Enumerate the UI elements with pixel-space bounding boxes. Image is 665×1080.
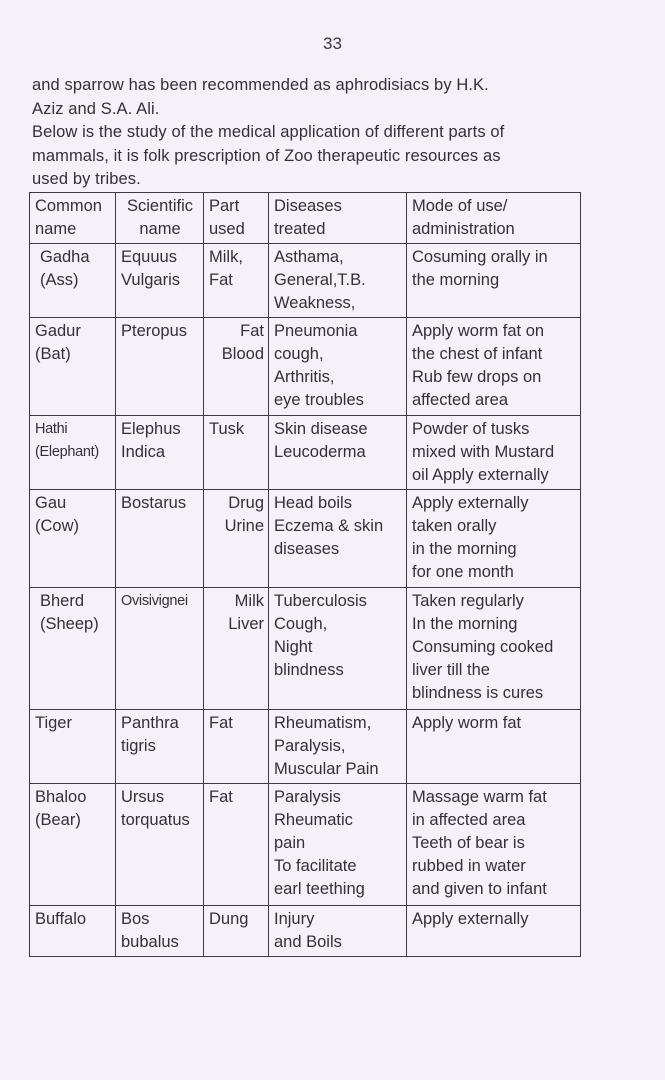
cell-line: cough, [274, 345, 324, 363]
cell-common [30, 710, 116, 784]
cell-line: the morning [412, 271, 500, 289]
cell-line: affected area [412, 391, 509, 409]
cell-line: treated [274, 220, 326, 238]
cell-line: Panthra [121, 714, 179, 732]
cell-line: liver till the [412, 661, 490, 679]
cell-line: Taken regularly [412, 592, 524, 610]
cell-line: Fat [240, 322, 264, 340]
table-row [30, 318, 581, 416]
cell-line: Bhaloo [35, 788, 87, 806]
cell-line: mixed with Mustard [412, 443, 555, 461]
cell-line: Massage warm fat [412, 788, 547, 806]
intro-line: Below is the study of the medical application of different parts of [32, 123, 505, 141]
header-diseases-treated [269, 193, 407, 244]
cell-line: In the morning [412, 615, 518, 633]
table-row [30, 244, 581, 318]
cell-line: Mode of use/ [412, 197, 508, 215]
cell-line: rubbed in water [412, 857, 526, 875]
cell-line: Diseases [274, 197, 342, 215]
cell-line: Bherd [40, 592, 85, 610]
cell-scientific [116, 244, 204, 318]
cell-line: Pneumonia [274, 322, 358, 340]
cell-line: and Boils [274, 933, 342, 951]
cell-line: Urine [224, 517, 264, 535]
cell-line: (Ass) [40, 271, 79, 289]
cell-diseases [269, 784, 407, 906]
cell-line: Teeth of bear is [412, 834, 525, 852]
cell-line: General,T.B. [274, 271, 366, 289]
cell-mode [407, 710, 581, 784]
cell-line: Pteropus [121, 322, 188, 340]
cell-line: Gadha [40, 248, 90, 266]
cell-part [204, 710, 269, 784]
cell-line: (Elephant) [35, 444, 99, 460]
cell-line: administration [412, 220, 515, 238]
cell-line: name [139, 220, 181, 238]
cell-line: Fat [209, 271, 233, 289]
cell-diseases [269, 490, 407, 588]
cell-scientific [116, 416, 204, 490]
cell-mode [407, 244, 581, 318]
cell-line: Apply worm fat [412, 714, 522, 732]
cell-part [204, 906, 269, 957]
cell-line: blindness [274, 661, 344, 679]
cell-line: in the morning [412, 540, 517, 558]
cell-common [30, 490, 116, 588]
cell-line: Tusk [209, 420, 245, 438]
zoo-therapeutic-table [29, 192, 581, 957]
cell-diseases [269, 318, 407, 416]
cell-line: Blood [221, 345, 264, 363]
cell-line: Injury [274, 910, 315, 928]
cell-scientific [116, 906, 204, 957]
cell-line: Ovisivignei [121, 593, 188, 609]
intro-line: and sparrow has been recommended as aphrodisiacs by H.K. [32, 76, 489, 94]
cell-line: Asthama, [274, 248, 344, 266]
cell-common [30, 784, 116, 906]
cell-diseases [269, 244, 407, 318]
cell-line: Tuberculosis [274, 592, 367, 610]
cell-line: diseases [274, 540, 340, 558]
cell-line: Liver [228, 615, 264, 633]
cell-part [204, 416, 269, 490]
cell-mode [407, 906, 581, 957]
cell-line: Part [209, 197, 240, 215]
cell-scientific [116, 784, 204, 906]
cell-line: taken orally [412, 517, 497, 535]
cell-line: Eczema & skin [274, 517, 384, 535]
cell-line: To facilitate [274, 857, 357, 875]
cell-part [204, 490, 269, 588]
cell-line: Dung [209, 910, 249, 928]
intro-paragraph [32, 74, 592, 121]
cell-line: bubalus [121, 933, 179, 951]
cell-line: Common [35, 197, 102, 215]
cell-diseases [269, 710, 407, 784]
cell-line: Paralysis [274, 788, 341, 806]
cell-line: Leucoderma [274, 443, 366, 461]
cell-line: Weakness, [274, 294, 356, 312]
cell-line: Arthritis, [274, 368, 335, 386]
cell-line: (Cow) [35, 517, 79, 535]
cell-line: Tiger [35, 714, 72, 732]
table-row [30, 784, 581, 906]
header-part-used [204, 193, 269, 244]
cell-common [30, 244, 116, 318]
cell-line: Fat [209, 788, 233, 806]
cell-common [30, 588, 116, 710]
table-row [30, 710, 581, 784]
cell-diseases [269, 588, 407, 710]
intro-paragraph [32, 121, 592, 192]
cell-line: Powder of tusks [412, 420, 530, 438]
cell-line: for one month [412, 563, 514, 581]
cell-part [204, 318, 269, 416]
cell-line: Buffalo [35, 910, 87, 928]
page-number: 33 [323, 34, 342, 53]
cell-part [204, 588, 269, 710]
intro-line: Aziz and S.A. Ali. [32, 99, 160, 118]
cell-line: Paralysis, [274, 737, 346, 755]
cell-line: (Bear) [35, 811, 81, 829]
cell-common [30, 416, 116, 490]
cell-line: Cough, [274, 615, 328, 633]
table-row [30, 416, 581, 490]
cell-line: Hathi [35, 421, 68, 437]
cell-line: Equuus [121, 248, 177, 266]
cell-line: Gadur [35, 322, 81, 340]
cell-line: Rheumatism, [274, 714, 372, 732]
cell-line: Rub few drops on [412, 368, 542, 386]
cell-line: used [209, 220, 245, 238]
table-row [30, 906, 581, 957]
cell-line: Vulgaris [121, 271, 180, 289]
table-row [30, 490, 581, 588]
cell-line: Night [274, 638, 313, 656]
cell-line: Bostarus [121, 494, 187, 512]
cell-line: Drug [228, 494, 264, 512]
cell-mode [407, 416, 581, 490]
cell-line: Skin disease [274, 420, 368, 438]
cell-line: Bos [121, 910, 150, 928]
cell-line: Gau [35, 494, 67, 512]
cell-line: and given to infant [412, 880, 547, 898]
cell-line: blindness is cures [412, 684, 544, 702]
cell-mode [407, 588, 581, 710]
cell-line: Ursus [121, 788, 165, 806]
intro-line: used by tribes. [32, 170, 141, 188]
cell-line: Apply externally [412, 910, 529, 928]
cell-line: (Bat) [35, 345, 71, 363]
cell-line: the chest of infant [412, 345, 543, 363]
cell-line: Muscular Pain [274, 760, 379, 778]
intro-line: mammals, it is folk prescription of Zoo therapeutic resources as [32, 146, 501, 165]
cell-mode [407, 784, 581, 906]
table-row [30, 588, 581, 710]
cell-line: name [35, 220, 77, 238]
cell-line: in affected area [412, 811, 526, 829]
cell-line: Scientific [126, 197, 194, 215]
header-common-name [30, 193, 116, 244]
cell-mode [407, 490, 581, 588]
table-body [30, 193, 581, 957]
cell-line: (Sheep) [40, 615, 99, 633]
cell-line: Consuming cooked [412, 638, 554, 656]
cell-line: Rheumatic [274, 811, 353, 829]
header-mode-of-use [407, 193, 581, 244]
cell-line: Head boils [274, 494, 352, 512]
cell-line: Cosuming orally in [412, 248, 548, 266]
cell-common [30, 318, 116, 416]
cell-line: Milk [234, 592, 264, 610]
cell-scientific [116, 318, 204, 416]
cell-line: tigris [121, 737, 156, 755]
cell-scientific [116, 588, 204, 710]
cell-part [204, 784, 269, 906]
table-header-row [30, 193, 581, 244]
cell-line: Elephus [121, 420, 181, 438]
cell-line: Indica [121, 443, 166, 461]
intro-text [32, 74, 592, 192]
cell-common [30, 906, 116, 957]
cell-diseases [269, 416, 407, 490]
cell-mode [407, 318, 581, 416]
cell-line: Fat [209, 714, 233, 732]
cell-diseases [269, 906, 407, 957]
cell-scientific [116, 710, 204, 784]
header-scientific-name [116, 193, 204, 244]
cell-line: Apply worm fat on [412, 322, 545, 340]
cell-line: torquatus [121, 811, 190, 829]
cell-line: pain [274, 834, 306, 852]
cell-line: oil Apply externally [412, 466, 549, 484]
cell-part [204, 244, 269, 318]
cell-scientific [116, 490, 204, 588]
cell-line: Apply externally [412, 494, 529, 512]
cell-line: eye troubles [274, 391, 364, 409]
cell-line: Milk, [209, 248, 243, 266]
cell-line: earl teething [274, 880, 365, 898]
